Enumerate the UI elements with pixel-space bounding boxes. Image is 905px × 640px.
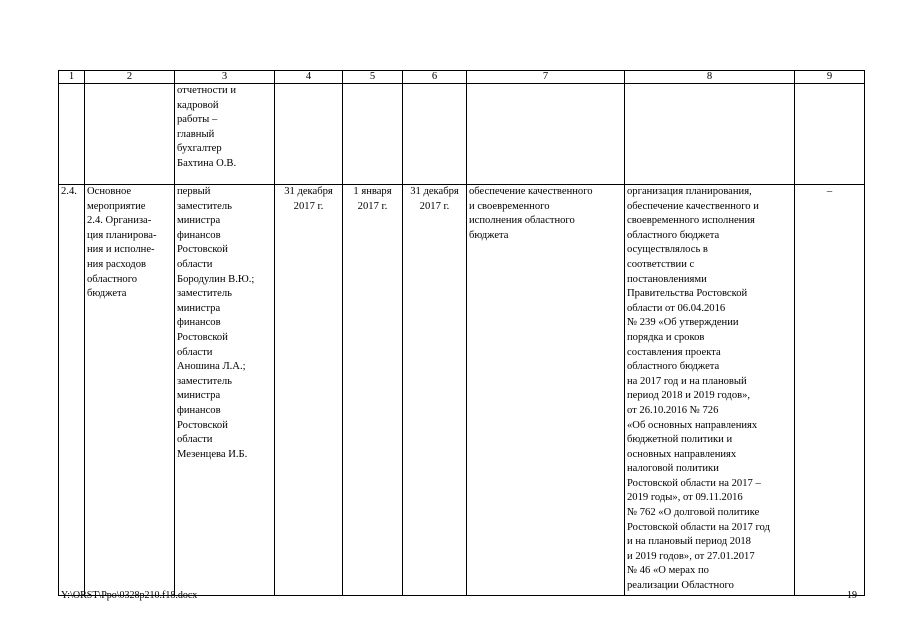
header-cell: 5 [343,71,403,84]
header-cell: 9 [795,71,865,84]
cell-planned-end [343,84,403,185]
cell-actual-end [403,84,467,185]
cell-actual-end: 31 декабря 2017 г. [403,185,467,596]
header-cell: 2 [85,71,175,84]
header-cell: 4 [275,71,343,84]
header-cell: 8 [625,71,795,84]
footer-file-path: Y:\ORST\Ppo\0328p210.f18.docx [61,590,198,601]
cell-planned-start: 31 декабря 2017 г. [275,185,343,596]
table-row [59,185,865,596]
cell-planned-start [275,84,343,185]
cell-responsible: отчетности и кадровой работы – главный бухгалтер Бахтина О.В. [175,84,275,185]
table-row [59,84,865,185]
cell-responsible: первый заместитель министра финансов Ростовской области Бородулин В.Ю.; заместитель министра финансов Ростовской области Аношина Л.А.; заместитель министра финансов Ростовской области Мезенцева И.Б. [175,185,275,596]
cell-num: 2.4. [59,185,85,596]
page-number: 19 [847,590,857,601]
header-cell: 7 [467,71,625,84]
header-cell: 6 [403,71,467,84]
cell-note [795,84,865,185]
report-table [58,70,865,596]
header-cell: 3 [175,71,275,84]
cell-event [85,84,175,185]
cell-planned-end: 1 января 2017 г. [343,185,403,596]
cell-result-actual [625,84,795,185]
header-row [59,71,865,84]
header-cell: 1 [59,71,85,84]
cell-result-planned [467,84,625,185]
cell-result-planned: обеспечение качественного и своевременного исполнения областного бюджета [467,185,625,596]
cell-result-actual: организация планирования, обеспечение качественного и своевременного исполнения областного бюджета осуществлялось в соответствии с постановлениями Правительства Ростовской области от 06.04.2016 № 239 «Об утверждении порядка и сроков составления проекта областного бюджета на 2017 год и на плановый период 2018 и 2019 годов», от 26.10.2016 № 726 «Об основных направлениях бюджетной политики и основных направлениях налоговой политики Ростовской области на 2017 – 2019 годы», от 09.11.2016 № 762 «О долговой политике Ростовской области на 2017 год и на плановый период 2018 и 2019 годов», от 27.01.2017 № 46 «О мерах по реализации Областного [625,185,795,596]
cell-note: – [795,185,865,596]
cell-num [59,84,85,185]
cell-event: Основное мероприятие 2.4. Организа- ция планирова- ния и исполне- ния расходов областного бюджета [85,185,175,596]
